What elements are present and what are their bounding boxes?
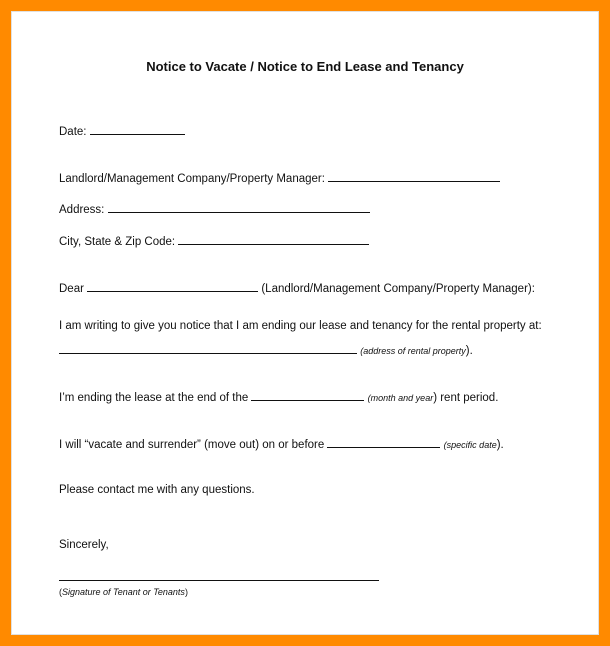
date-blank[interactable] [90, 123, 185, 135]
notice-sentence: I am writing to give you notice that I am ending our lease and tenancy for the rental property at: [59, 320, 542, 332]
vacate-prefix: I will “vacate and surrender” (move out) on or before [59, 439, 325, 451]
contact-sentence: Please contact me with any questions. [59, 484, 255, 496]
ending-prefix: I’m ending the lease at the end of the [59, 392, 249, 404]
city-row [59, 233, 369, 249]
signature-line[interactable] [59, 580, 379, 581]
signature-hint-close: ) [184, 587, 188, 597]
document-title: Notice to Vacate / Notice to End Lease and Tenancy [146, 59, 464, 74]
property-address-row [59, 342, 473, 358]
vacate-row [59, 436, 504, 452]
address-label: Address: [59, 204, 105, 216]
ending-row [59, 389, 498, 405]
ending-hint-close: ) rent period. [433, 392, 499, 404]
signature-hint: Signature of Tenant or Tenants [62, 587, 185, 597]
vacate-hint-open: ( [443, 440, 447, 450]
closing: Sincerely, [59, 539, 109, 551]
ending-hint-open: ( [367, 393, 371, 403]
dear-suffix: (Landlord/Management Company/Property Manager): [261, 283, 535, 295]
dear-row [59, 280, 535, 296]
address-hint-close: ). [465, 345, 473, 357]
dear-blank[interactable] [87, 280, 258, 292]
address-blank[interactable] [108, 201, 370, 213]
city-blank[interactable] [178, 233, 369, 245]
date-row [59, 123, 185, 139]
signature-hint-open: ( [59, 587, 62, 597]
vacate-blank[interactable] [327, 436, 440, 448]
date-label: Date: [59, 126, 87, 138]
signature-caption [59, 585, 188, 599]
address-hint-open: ( [360, 346, 364, 356]
notice-document [11, 11, 599, 635]
property-address-blank[interactable] [59, 342, 357, 354]
ending-blank[interactable] [251, 389, 364, 401]
landlord-row [59, 170, 500, 186]
address-row [59, 201, 370, 217]
vacate-hint: specific date [446, 440, 497, 450]
ending-hint: month and year [370, 393, 434, 403]
landlord-label: Landlord/Management Company/Property Manager: [59, 173, 325, 185]
dear-label: Dear [59, 283, 84, 295]
city-label: City, State & Zip Code: [59, 236, 176, 248]
address-hint: address of rental property [363, 346, 466, 356]
vacate-hint-close: ). [496, 439, 504, 451]
landlord-blank[interactable] [328, 170, 500, 182]
